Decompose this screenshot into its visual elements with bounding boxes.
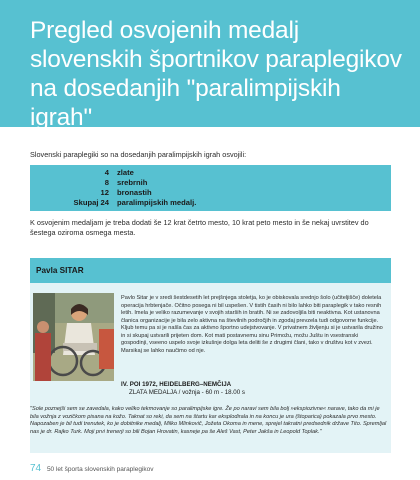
medal-count: 12 — [100, 188, 109, 197]
athlete-photo — [33, 293, 114, 381]
medal-count: 8 — [104, 178, 109, 187]
medal-label: zlate — [117, 168, 134, 177]
profile-header — [30, 258, 391, 283]
page-footer — [30, 463, 154, 474]
athlete-quote: "Sole poznejši sem se zavedala, kako veliko tekmovanje so paralimpijske igre. Že po naravi sem bila bolj »ekspiozivne« narave, tako da mi je bila vožnja z vozičkom pisana na kožo. Taknat so reki, da sem na štartu kar eksplodirala in na koncu je ura (štoparica) pokazala prvo mesto. Napozaben je bil tudi trenutek, ko je dobitnike medalj, Milko Mlinkovič, Jožeta Okoma in mene, sprejel takratni predsednik države Tito. Spremljal nas je dr. Rajko Turk. Moji prvi trenerji so bili Bojan Hrovatin, kasneje pa še Aleš Vast, Peter Jakša in Leopold Toplak." — [30, 406, 387, 435]
medal-count: Skupaj 24 — [73, 198, 109, 207]
result-title: IV. POI 1972, HEIDELBERG–NEMČIJA — [121, 381, 232, 388]
footer-text: 50 let športa slovenskih paraplegikov — [46, 466, 154, 473]
medal-summary-box — [30, 165, 391, 211]
intro-text: Slovenski paraplegiki so na dosedanjih paralimpijskih igrah osvojili: — [30, 150, 247, 159]
athlete-name: Pavla SITAR — [36, 266, 84, 275]
medal-label: bronastih — [117, 188, 152, 197]
competition-result — [121, 381, 386, 397]
page-number: 74 — [30, 463, 42, 474]
medal-row-total — [30, 198, 391, 209]
athlete-profile — [30, 258, 391, 453]
header-banner — [0, 0, 420, 131]
medal-label: srebrnih — [117, 178, 148, 187]
photo-illustration — [33, 293, 114, 381]
medal-count: 4 — [104, 168, 109, 177]
page-title: Pregled osvojenih medalj slovenskih športnikov paraplegikov na dosedanjih "paralimpijskih igrah" — [30, 17, 402, 131]
medal-label: paralimpijskih medalj. — [117, 198, 197, 207]
summary-paragraph: K osvojenim medaljam je treba dodati še 12 krat četrto mesto, 10 krat peto mesto in še nekaj uvrstitev do šestega oziroma osmega mesta. — [30, 218, 369, 237]
result-detail: ZLATA MEDALJA / vožnja - 60 m - 18.00 s — [129, 389, 246, 396]
athlete-bio: Pavlo Sitar je v sredi šestdesetih let prejšnjega stoletja, ko je obiskovala srednjo šolo (učiteljišče) doletela operacija hrbtenjače. Očitno posega ni bil uspešen. V tistih časih ni bilo lahko biti paraplegik v tako resnih letih. Imela je veliko razumevanje v svojih starših in bratih. Ni se zadovoljila biti neaktivna. Kot ustanovna članica organizacije je bila zelo aktivna na številnih področjih in zgodaj prevzela tudi odgovorne funkcije. Kljub temu pa si je našla čas za aktivno športno udejstvovanje. V privatnem življenju si je ustvarila družino in si skupaj ustvarili prijeten dom. Kot mati postavnemu sinu Primožu, možu Juštu in vsestranski gospodinji, vseeno uspelo svoje izkušnje dolga leta deliti še z drugimi člani, tako v društvu kot v zvezi. Marsikaj se lahko naučimo od nje. — [121, 295, 383, 354]
